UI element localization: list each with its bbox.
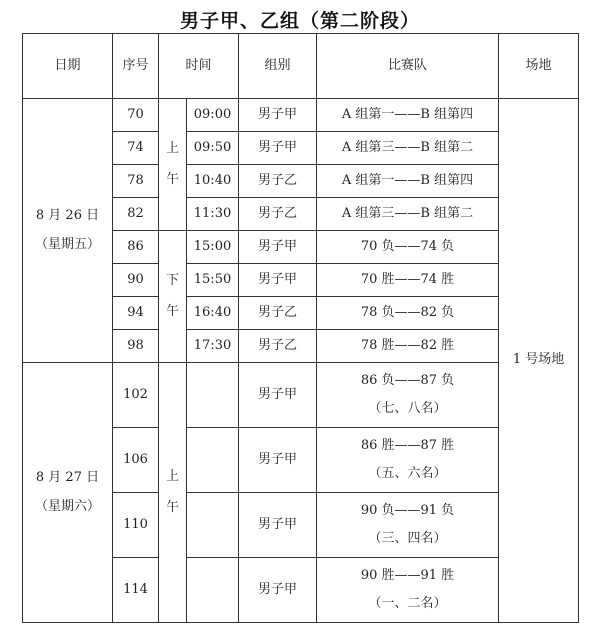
match-group: 男子乙 <box>239 198 317 231</box>
placement-note: （一、二名） <box>368 596 447 611</box>
match-teams-cell <box>317 493 499 558</box>
table-row <box>23 99 579 132</box>
match-number: 74 <box>113 132 159 165</box>
match-teams: A 组第一——B 组第四 <box>317 99 499 132</box>
date-label: 8 月 26 日 <box>35 208 100 224</box>
match-teams: A 组第三——B 组第二 <box>317 132 499 165</box>
weekday-label: （星期六） <box>34 498 100 514</box>
match-time: 09:50 <box>187 132 239 165</box>
match-teams: 90 负——91 负 <box>360 502 455 518</box>
date-label: 8 月 27 日 <box>35 470 100 486</box>
header-row <box>23 34 579 99</box>
match-time: 15:00 <box>187 231 239 264</box>
match-number: 86 <box>113 231 159 264</box>
match-number: 78 <box>113 165 159 198</box>
placement-note: （五、六名） <box>368 466 447 481</box>
period-cell <box>159 99 187 231</box>
header-teams: 比赛队 <box>317 34 499 99</box>
period-char: 午 <box>165 303 179 319</box>
match-number: 98 <box>113 330 159 363</box>
match-number: 82 <box>113 198 159 231</box>
match-time <box>187 493 239 558</box>
match-group: 男子乙 <box>239 297 317 330</box>
date-cell <box>23 99 113 363</box>
header-number: 序号 <box>113 34 159 99</box>
header-date: 日期 <box>23 34 113 99</box>
match-time: 10:40 <box>187 165 239 198</box>
table-row <box>23 363 579 428</box>
match-teams: 78 胜——82 胜 <box>317 330 499 363</box>
match-teams-cell <box>317 428 499 493</box>
match-teams: 90 胜——91 胜 <box>360 567 455 583</box>
period-char: 上 <box>165 469 179 485</box>
date-cell <box>23 363 113 623</box>
placement-note: （七、八名） <box>368 401 447 416</box>
match-time: 11:30 <box>187 198 239 231</box>
match-number: 102 <box>113 363 159 428</box>
match-teams: 70 胜——74 胜 <box>317 264 499 297</box>
match-number: 70 <box>113 99 159 132</box>
match-number: 110 <box>113 493 159 558</box>
match-group: 男子甲 <box>239 264 317 297</box>
period-char: 午 <box>165 171 179 187</box>
match-time <box>187 558 239 623</box>
page-title: 男子甲、乙组（第二阶段） <box>179 10 420 32</box>
match-teams: 86 负——87 负 <box>360 372 455 388</box>
match-time: 17:30 <box>187 330 239 363</box>
weekday-label: （星期五） <box>34 236 100 252</box>
match-group: 男子甲 <box>239 132 317 165</box>
match-group: 男子甲 <box>239 99 317 132</box>
match-teams: A 组第三——B 组第二 <box>317 198 499 231</box>
match-time: 09:00 <box>187 99 239 132</box>
header-group: 组别 <box>239 34 317 99</box>
match-group: 男子乙 <box>239 165 317 198</box>
header-time: 时间 <box>159 34 239 99</box>
match-time: 15:50 <box>187 264 239 297</box>
match-group: 男子乙 <box>239 330 317 363</box>
venue-cell: 1 号场地 <box>499 99 579 623</box>
match-group: 男子甲 <box>239 363 317 428</box>
match-number: 106 <box>113 428 159 493</box>
period-char: 上 <box>165 141 179 157</box>
match-time: 16:40 <box>187 297 239 330</box>
period-char: 下 <box>165 273 179 289</box>
match-group: 男子甲 <box>239 428 317 493</box>
match-number: 90 <box>113 264 159 297</box>
match-teams: 70 负——74 负 <box>317 231 499 264</box>
match-teams: 78 负——82 负 <box>317 297 499 330</box>
header-venue: 场地 <box>499 34 579 99</box>
period-char: 午 <box>165 499 179 515</box>
match-group: 男子甲 <box>239 558 317 623</box>
match-teams-cell <box>317 363 499 428</box>
match-time <box>187 363 239 428</box>
match-teams-cell <box>317 558 499 623</box>
match-group: 男子甲 <box>239 231 317 264</box>
period-cell <box>159 363 187 623</box>
match-group: 男子甲 <box>239 493 317 558</box>
match-teams: 86 胜——87 胜 <box>360 437 455 453</box>
match-time <box>187 428 239 493</box>
match-number: 94 <box>113 297 159 330</box>
schedule-table <box>22 33 579 623</box>
period-cell <box>159 231 187 363</box>
match-teams: A 组第一——B 组第四 <box>317 165 499 198</box>
placement-note: （三、四名） <box>368 531 447 546</box>
match-number: 114 <box>113 558 159 623</box>
